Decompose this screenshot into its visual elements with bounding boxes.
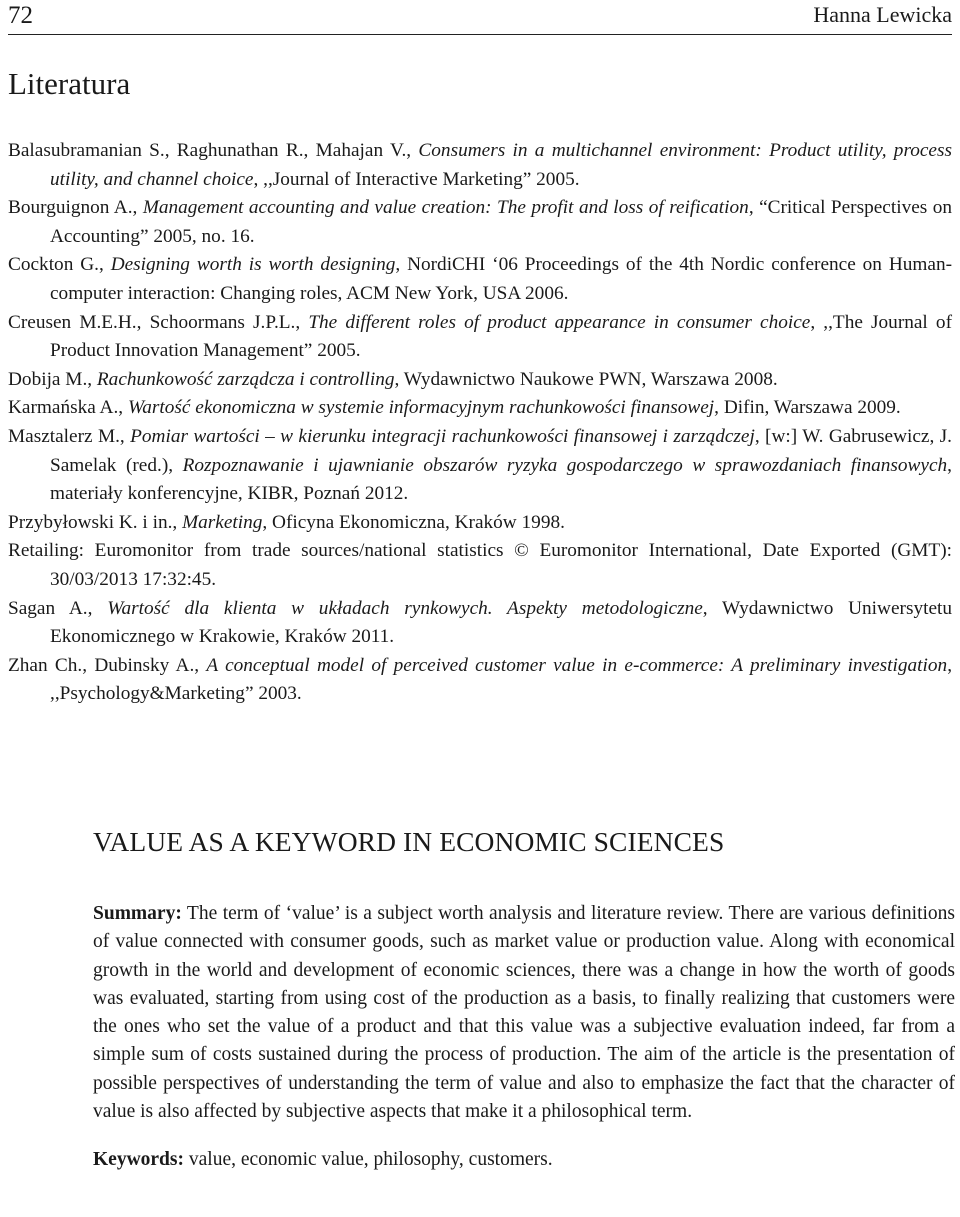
reference-item: Bourguignon A., Management accounting and value creation: The profit and loss of reification, “Critical Perspectives on Accounting” 2005, no. 16. — [8, 197, 953, 247]
reference-item: Masztalerz M., Pomiar wartości – w kierunku integracji rachunkowości finansowej i zarządczej, [w:] W. Gabrusewicz, J. Samelak (red.), Rozpoznawanie i ujawnianie obszarów ryzyka gospodarczego w sprawozdaniach finansowych, materiały konferencyjne, KIBR, Poznań 2012. — [8, 425, 952, 505]
reference-item: Dobija M., Rachunkowość zarządcza i controlling, Wydawnictwo Naukowe PWN, Warszawa 2008. — [8, 368, 778, 390]
keywords-line — [93, 1146, 955, 1174]
keywords-label: Keywords: — [93, 1149, 184, 1171]
reference-item: Balasubramanian S., Raghunathan R., Mahajan V., Consumers in a multichannel environment: Product utility, process utility, and channel choice, ,,Journal of Interactive Marketing” 2005. — [8, 140, 952, 190]
reference-item: Sagan A., Wartość dla klienta w układach rynkowych. Aspekty metodologiczne, Wydawnictwo Uniwersytetu Ekonomicznego w Krakowie, Kraków 2011. — [8, 597, 953, 648]
reference-item: Cockton G., Designing worth is worth designing, NordiCHI ‘06 Proceedings of the 4th Nordic conference on Human-computer interaction: Changing roles, ACM New York, USA 2006. — [8, 254, 953, 304]
abstract-title: VALUE AS A KEYWORD IN ECONOMIC SCIENCES — [93, 826, 725, 857]
reference-item: Przybyłowski K. i in., Marketing, Oficyna Ekonomiczna, Kraków 1998. — [8, 511, 565, 533]
english-abstract — [93, 826, 955, 1174]
reference-list — [8, 137, 952, 709]
page-number: 72 — [8, 2, 33, 29]
summary-label: Summary: — [93, 903, 182, 924]
reference-item: Zhan Ch., Dubinsky A., A conceptual model of perceived customer value in e-commerce: A preliminary investigation, ,,Psychology&Marketing” 2003. — [8, 654, 953, 705]
reference-item: Creusen M.E.H., Schoormans J.P.L., The different roles of product appearance in consumer choice, ,,The Journal of Product Innovation Management” 2005. — [8, 311, 952, 362]
running-header — [8, 0, 952, 35]
reference-item: Karmańska A., Wartość ekonomiczna w systemie informacyjnym rachunkowości finansowej, Difin, Warszawa 2009. — [8, 397, 901, 419]
summary-paragraph — [93, 900, 955, 1126]
section-title: Literatura — [8, 66, 131, 101]
running-author: Hanna Lewicka — [813, 2, 952, 27]
keywords-text: value, economic value, philosophy, customers. — [184, 1149, 553, 1171]
summary-text: The term of ‘value’ is a subject worth analysis and literature review. There are various definitions of value connected with consumer goods, such as market value or production value. Along with economical growth in the world and development of economic sciences, there was a change in how the worth of goods was evaluated, starting from using cost of the production as a basis, to finally realizing that customers were the ones who set the value of a product and that this value was a subjective evaluation indeed, far from a simple sum of costs sustained during the process of production. The aim of the article is the presentation of possible perspectives of understanding the term of value and also to emphasize the fact that the character of value is also affected by subjective aspects that make it a philosophical term. — [93, 903, 955, 1123]
reference-item: Retailing: Euromonitor from trade sources/national statistics © Euromonitor International, Date Exported (GMT): 30/03/2013 17:32:45. — [8, 540, 952, 590]
